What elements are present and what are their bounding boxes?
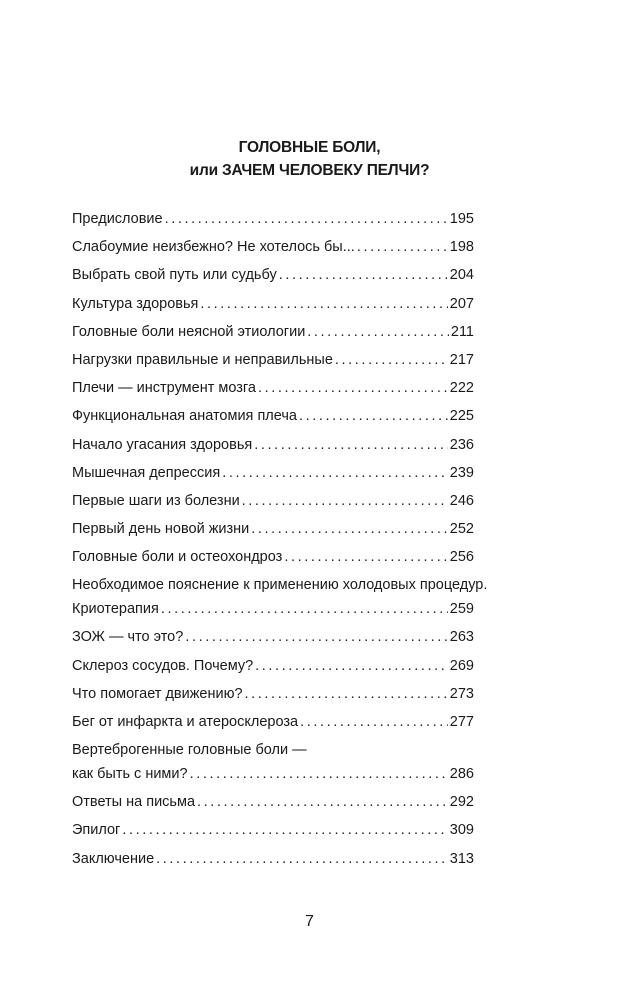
- toc-entry: [72, 292, 474, 320]
- dot-leader: [200, 292, 447, 316]
- dot-leader: [161, 597, 448, 621]
- toc-entry: [72, 348, 474, 376]
- toc-entry: [72, 461, 474, 489]
- dot-leader: [156, 847, 448, 871]
- toc-entry-title-line1: Необходимое пояснение к применению холодовых процедур.: [72, 577, 488, 594]
- toc-entry-page: 259: [449, 601, 474, 618]
- toc-entry-page: 286: [449, 766, 474, 783]
- toc-entry-page: 273: [449, 685, 474, 702]
- toc-entry-title: Функциональная анатомия плеча: [72, 408, 297, 425]
- toc-entry-page: 239: [449, 464, 474, 481]
- dot-leader: [251, 517, 448, 541]
- section-heading-line2: или ЗАЧЕМ ЧЕЛОВЕКУ ПЕЛЧИ?: [189, 162, 430, 179]
- toc-entry-title: Головные боли неясной этиологии: [72, 323, 306, 340]
- toc-entry-title: Мышечная депрессия: [72, 464, 221, 481]
- dot-leader: [299, 404, 448, 428]
- toc-entry: [72, 235, 474, 263]
- toc-entry: [72, 263, 474, 291]
- dot-leader: [357, 235, 448, 259]
- dot-leader: [307, 320, 449, 344]
- dot-leader: [122, 818, 447, 842]
- toc-entry-page: 277: [449, 714, 474, 730]
- toc-entry: [72, 517, 474, 545]
- toc-entry-page: 313: [449, 850, 474, 867]
- toc-entry: [72, 710, 474, 738]
- dot-leader: [258, 376, 448, 400]
- toc-entry: [72, 489, 474, 517]
- toc-entry-title: Склероз сосудов. Почему?: [72, 657, 254, 674]
- toc-entry-title: Нагрузки правильные и неправильные: [72, 351, 333, 368]
- toc-entry-title-line1: Вертеброгенные головные боли —: [72, 742, 307, 759]
- toc-entry-page: 292: [449, 794, 474, 811]
- toc-entry-page: 195: [449, 211, 474, 227]
- dot-leader: [245, 682, 448, 706]
- dot-leader: [255, 654, 448, 678]
- dot-leader: [185, 625, 447, 649]
- toc-entry-title: как быть с ними?: [72, 766, 188, 783]
- toc-entry-page: 211: [450, 323, 474, 340]
- toc-entry: [72, 682, 474, 710]
- toc-entry: [72, 818, 474, 846]
- toc-entry-page: 263: [449, 629, 474, 646]
- dot-leader: [300, 710, 448, 734]
- toc-entry-title: Первые шаги из болезни: [72, 492, 240, 509]
- toc-entry-title: Заключение: [72, 850, 155, 867]
- toc-entry-page: 256: [449, 549, 474, 566]
- toc-entry: [72, 545, 474, 573]
- toc-entry-title: Что помогает движению?: [72, 685, 243, 702]
- dot-leader: [222, 461, 448, 485]
- toc-entry-title: Начало угасания здоровья: [72, 436, 253, 453]
- dot-leader: [197, 790, 448, 814]
- toc-entry: [72, 433, 474, 461]
- dot-leader: [254, 433, 448, 457]
- toc-entry-title: Предисловие: [72, 211, 163, 227]
- toc-entry: [72, 207, 474, 235]
- toc-entry-title: Криотерапия: [72, 601, 159, 618]
- section-heading-line1: ГОЛОВНЫЕ БОЛИ,: [238, 139, 381, 156]
- dot-leader: [190, 762, 448, 786]
- toc-entry-title: Головные боли и остеохондроз: [72, 549, 283, 566]
- toc-entry-title: Плечи — инструмент мозга: [72, 380, 256, 397]
- toc-entry-page: 246: [449, 492, 474, 509]
- table-of-contents: [72, 207, 488, 875]
- toc-entry-title: Культура здоровья: [72, 295, 199, 312]
- toc-entry: [72, 654, 474, 682]
- toc-entry-page: 217: [449, 351, 474, 368]
- toc-entry: [72, 847, 474, 875]
- toc-entry-page: 252: [449, 521, 474, 538]
- toc-entry: [72, 320, 474, 348]
- toc-entry: [72, 376, 474, 404]
- dot-leader: [279, 263, 448, 287]
- toc-entry-page: 222: [449, 380, 474, 397]
- toc-entry-page: 269: [449, 657, 474, 674]
- toc-entry-title: Эпилог: [72, 822, 121, 839]
- dot-leader: [284, 545, 447, 569]
- toc-entry-title: ЗОЖ — что это?: [72, 629, 184, 646]
- toc-entry-page: 207: [449, 295, 474, 312]
- toc-entry-title: Слабоумие неизбежно? Не хотелось бы...: [72, 239, 355, 256]
- toc-entry-title: Выбрать свой путь или судьбу: [72, 267, 277, 284]
- toc-entry-page: 198: [449, 239, 474, 256]
- dot-leader: [242, 489, 448, 513]
- toc-entry-title: Ответы на письма: [72, 794, 196, 811]
- toc-entry-page: 225: [449, 408, 474, 425]
- page-number: 7: [305, 913, 314, 930]
- toc-entry: [72, 790, 474, 818]
- dot-leader: [335, 348, 448, 372]
- toc-entry-title: Бег от инфаркта и атеросклероза: [72, 714, 299, 730]
- toc-entry-page: 309: [449, 822, 474, 839]
- toc-entry-title: Первый день новой жизни: [72, 521, 250, 538]
- toc-entry: [72, 625, 474, 653]
- toc-entry-page: 236: [449, 436, 474, 453]
- dot-leader: [165, 207, 448, 231]
- toc-entry: [72, 738, 474, 790]
- toc-entry-page: 204: [449, 267, 474, 284]
- toc-entry: [72, 404, 474, 432]
- toc-entry: [72, 573, 488, 625]
